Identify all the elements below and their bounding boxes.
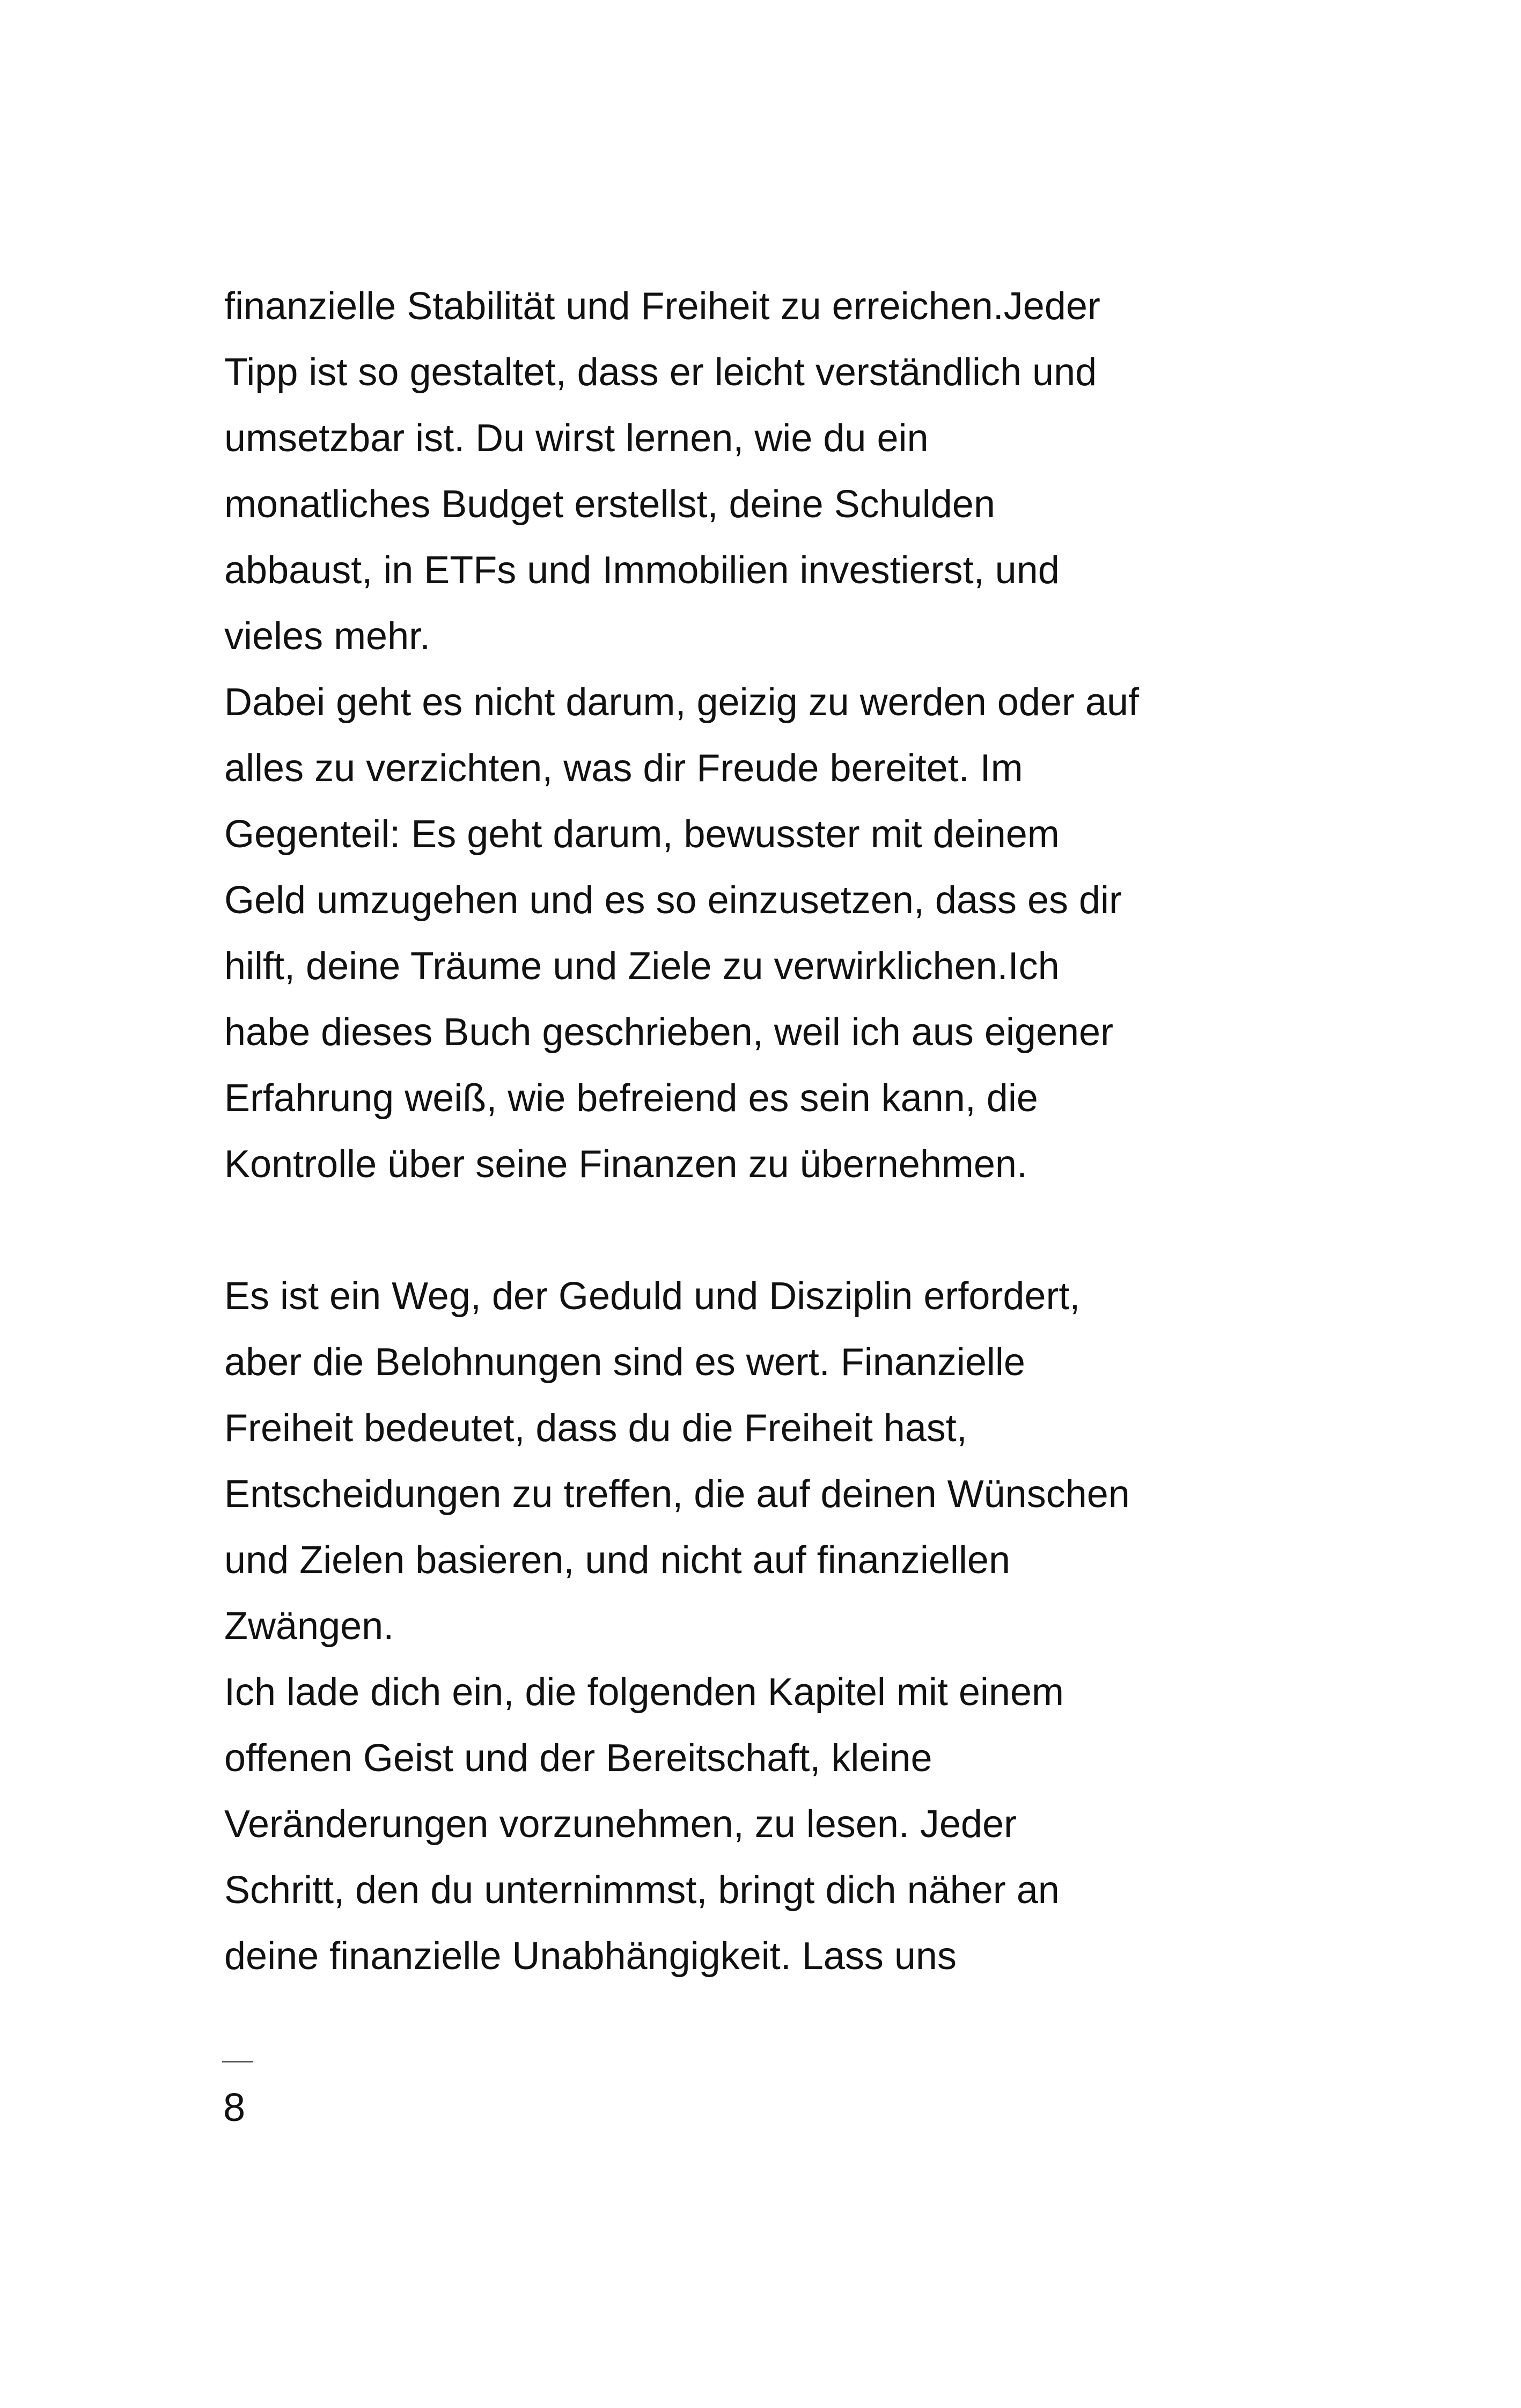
text-line: Zwängen.: [224, 1605, 394, 1648]
text-line: Freiheit bedeutet, dass du die Freiheit hast,: [224, 1407, 967, 1450]
text-line: Gegenteil: Es geht darum, bewusster mit deinem: [224, 813, 1060, 856]
text-line: deine finanzielle Unabhängigkeit. Lass uns: [224, 1935, 957, 1978]
text-line: finanzielle Stabilität und Freiheit zu erreichen.Jeder: [224, 285, 1100, 328]
text-line: Geld umzugehen und es so einzusetzen, dass es dir: [224, 879, 1122, 922]
footer-divider: [222, 2061, 253, 2062]
text-line: alles zu verzichten, was dir Freude bereitet. Im: [224, 747, 1023, 790]
text-line: aber die Belohnungen sind es wert. Finanzielle: [224, 1341, 1025, 1384]
text-line: Erfahrung weiß, wie befreiend es sein kann, die: [224, 1077, 1038, 1120]
text-line: vieles mehr.: [224, 615, 431, 658]
text-line: habe dieses Buch geschrieben, weil ich aus eigener: [224, 1011, 1114, 1054]
page-number: 8: [223, 2085, 246, 2130]
text-line: Veränderungen vorzunehmen, zu lesen. Jeder: [224, 1803, 1017, 1846]
text-line: Dabei geht es nicht darum, geizig zu werden oder auf: [224, 681, 1140, 724]
text-block-1: [224, 274, 1244, 1198]
text-line: offenen Geist und der Bereitschaft, kleine: [224, 1737, 932, 1780]
text-line: Kontrolle über seine Finanzen zu übernehmen.: [224, 1143, 1027, 1186]
text-line: monatliches Budget erstellst, deine Schulden: [224, 483, 995, 526]
text-line: umsetzbar ist. Du wirst lernen, wie du ein: [224, 417, 929, 460]
text-line: Es ist ein Weg, der Geduld und Disziplin erfordert,: [224, 1275, 1081, 1318]
text-line: abbaust, in ETFs und Immobilien investierst, und: [224, 549, 1060, 592]
text-line: und Zielen basieren, und nicht auf finanziellen: [224, 1539, 1010, 1582]
text-line: hilft, deine Träume und Ziele zu verwirklichen.Ich: [224, 945, 1060, 988]
text-line: Ich lade dich ein, die folgenden Kapitel mit einem: [224, 1671, 1064, 1714]
text-line: Entscheidungen zu treffen, die auf deinen Wünschen: [224, 1473, 1130, 1516]
text-block-2: [224, 1264, 1244, 1989]
text-line: Tipp ist so gestaltet, dass er leicht verständlich und: [224, 351, 1097, 394]
text-line: Schritt, den du unternimmst, bringt dich näher an: [224, 1869, 1060, 1912]
